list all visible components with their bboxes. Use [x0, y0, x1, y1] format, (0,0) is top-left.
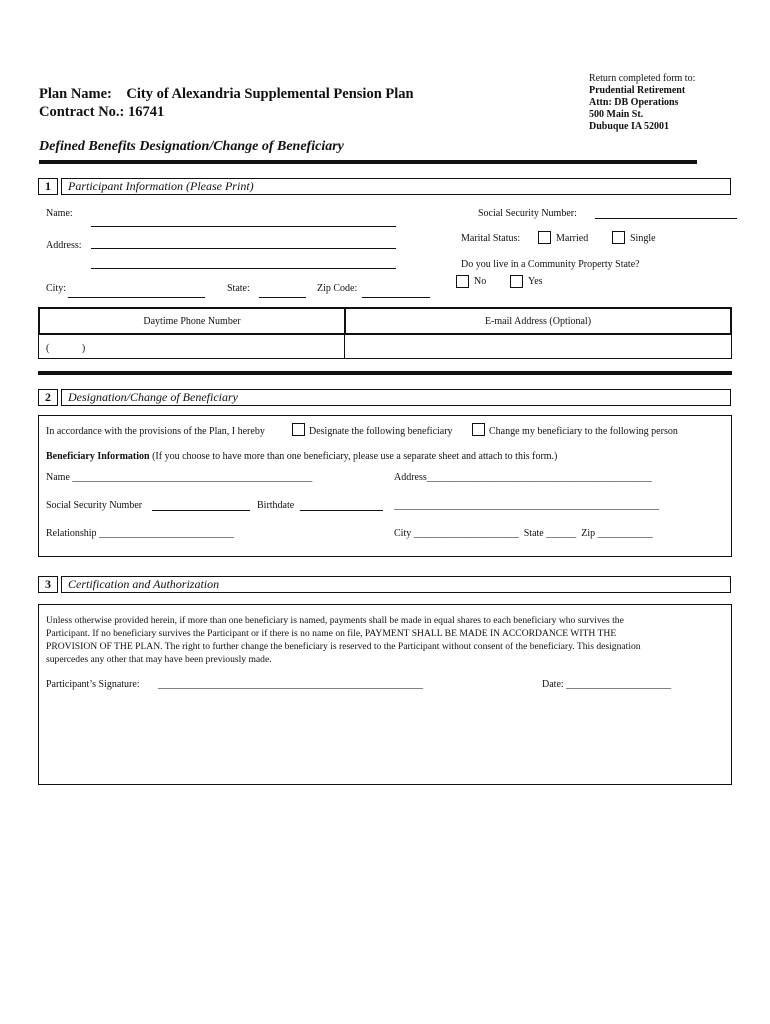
community-no-checkbox[interactable]	[456, 275, 469, 288]
email-field[interactable]	[348, 337, 728, 357]
contact-table-divider	[344, 335, 345, 359]
beneficiary-name-field[interactable]: Name ________________________________________________	[46, 472, 313, 483]
zip-code-label: Zip Code:	[317, 283, 358, 294]
plan-name: Plan Name: City of Alexandria Supplemental Pension Plan	[39, 86, 414, 102]
address-field-2[interactable]	[91, 268, 396, 269]
address-label: Address:	[46, 240, 82, 251]
designate-label: Designate the following beneficiary	[309, 426, 453, 437]
beneficiary-info-bold: Beneficiary Information	[46, 451, 150, 462]
beneficiary-ssn-field[interactable]	[152, 510, 250, 511]
single-checkbox[interactable]	[612, 231, 625, 244]
certification-line: supercedes any other that may have been previously made.	[46, 654, 272, 665]
return-line: Prudential Retirement	[589, 85, 686, 96]
city-state-zip-field[interactable]: City _____________________ State ______ Zip ___________	[394, 528, 653, 539]
certification-line: Participant. If no beneficiary survives the Participant or if there is no name on file, PAYMENT SHALL BE MADE IN ACCORDANCE WITH THE	[46, 628, 617, 639]
marital-status-label: Marital Status:	[461, 233, 521, 244]
state-field[interactable]	[259, 297, 306, 298]
birthdate-label: Birthdate	[257, 500, 295, 511]
designate-checkbox[interactable]	[292, 423, 305, 436]
name-label: Name:	[46, 208, 73, 219]
married-label: Married	[556, 233, 589, 244]
date-field[interactable]: Date: _____________________	[542, 679, 672, 690]
contact-table-divider	[38, 333, 732, 335]
city-label: City:	[46, 283, 67, 294]
section-3-title: Certification and Authorization	[61, 576, 731, 593]
community-yes-label: Yes	[528, 276, 543, 287]
form-title: Defined Benefits Designation/Change of Beneficiary	[39, 139, 344, 154]
beneficiary-address-field[interactable]: Address_____________________________________________	[394, 472, 652, 483]
community-yes-checkbox[interactable]	[510, 275, 523, 288]
relationship-field[interactable]: Relationship ___________________________	[46, 528, 235, 539]
beneficiary-info	[46, 451, 557, 462]
signature-label: Participant’s Signature:	[46, 679, 140, 690]
name-field[interactable]	[91, 226, 396, 227]
signature-field[interactable]: _____________________________________________________	[158, 679, 423, 690]
certification-text	[46, 614, 730, 666]
contact-table-divider	[730, 307, 732, 335]
title-divider	[39, 160, 697, 164]
contract-number: Contract No.: 16741	[39, 104, 165, 120]
email-header: E-mail Address (Optional)	[484, 316, 592, 327]
section-2-title: Designation/Change of Beneficiary	[61, 389, 731, 406]
phone-header: Daytime Phone Number	[143, 316, 241, 327]
ssn-field[interactable]	[595, 218, 737, 219]
section-2-number: 2	[38, 389, 58, 406]
section-1-title: Participant Information (Please Print)	[61, 178, 731, 195]
section-3-number: 3	[38, 576, 58, 593]
zip-code-field[interactable]	[362, 297, 430, 298]
community-no-label: No	[474, 276, 487, 287]
contact-table-divider	[38, 307, 732, 309]
return-line: 500 Main St.	[589, 109, 644, 120]
state-label: State:	[227, 283, 250, 294]
address-field-1[interactable]	[91, 248, 396, 249]
single-label: Single	[630, 233, 656, 244]
beneficiary-ssn-label: Social Security Number	[46, 500, 143, 511]
community-property-question: Do you live in a Community Property State?	[461, 259, 640, 270]
birthdate-field[interactable]	[300, 510, 383, 511]
certification-line: Unless otherwise provided herein, if more than one beneficiary is named, payments shall be made in equal shares to each beneficiary who survives the	[46, 615, 624, 626]
change-checkbox[interactable]	[472, 423, 485, 436]
section-divider	[38, 371, 732, 375]
married-checkbox[interactable]	[538, 231, 551, 244]
beneficiary-info-note: (If you choose to have more than one beneficiary, please use a separate sheet and attach to this form.)	[149, 451, 558, 462]
return-label: Return completed form to:	[589, 73, 696, 84]
ssn-label: Social Security Number:	[478, 208, 577, 219]
designation-intro: In accordance with the provisions of the Plan, I hereby	[46, 426, 265, 437]
city-field[interactable]	[68, 297, 205, 298]
beneficiary-address-field-2[interactable]: _____________________________________________________	[394, 500, 659, 511]
section-1-number: 1	[38, 178, 58, 195]
return-line: Attn: DB Operations	[589, 97, 679, 108]
return-address-block	[589, 73, 759, 133]
change-label: Change my beneficiary to the following person	[489, 426, 678, 437]
return-line: Dubuque IA 52001	[589, 121, 670, 132]
phone-field[interactable]: ( )	[46, 343, 86, 354]
certification-line: PROVISION OF THE PLAN. The right to further change the beneficiary is reserved to the Participant without consent of the beneficiary. This designation	[46, 641, 641, 652]
